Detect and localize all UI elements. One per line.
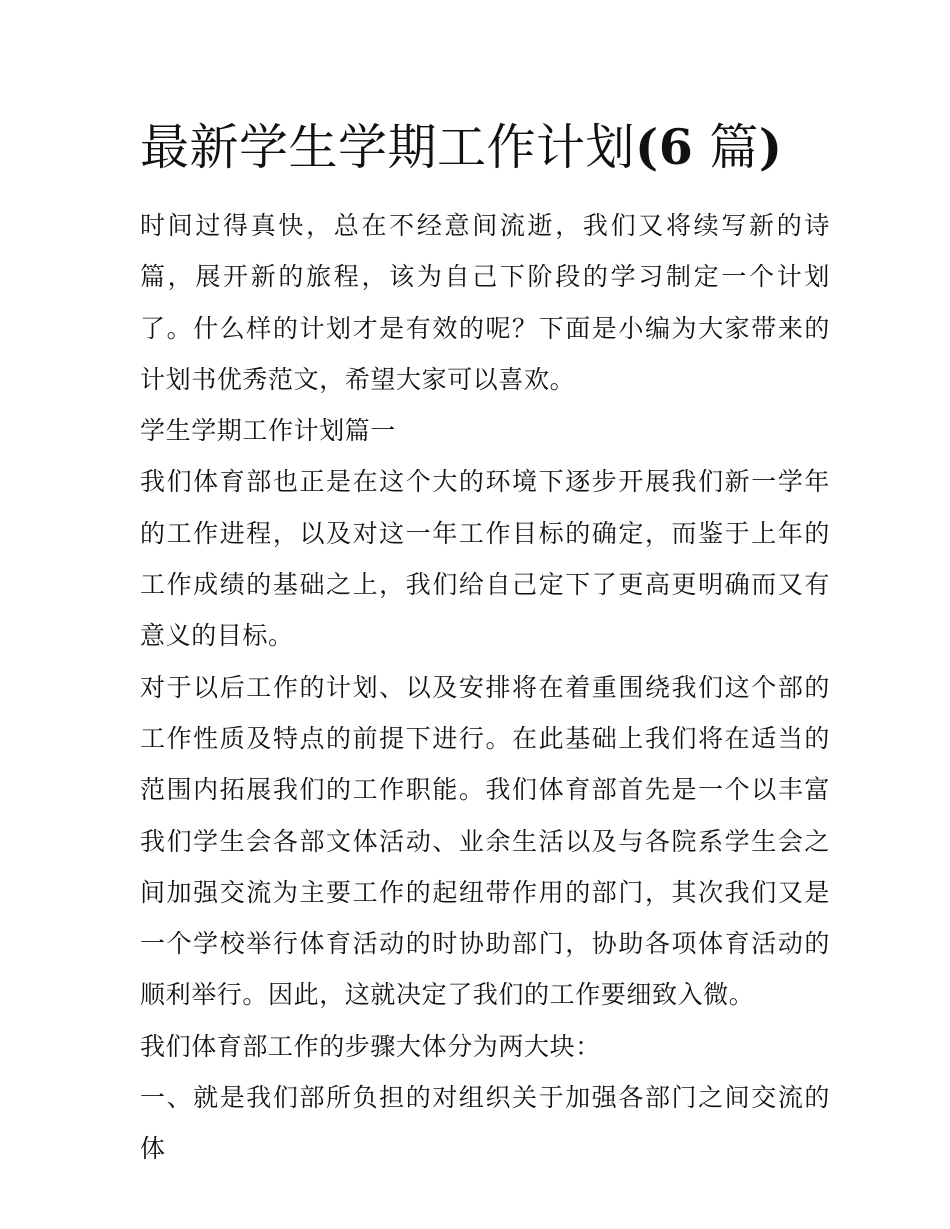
title-main-text: 最新学生学期工作计划	[140, 119, 636, 176]
title-close-paren: )	[758, 118, 783, 176]
section-heading: 学生学期工作计划篇一	[140, 416, 397, 446]
document-title	[140, 116, 840, 179]
body-paragraph: 我们体育部工作的步骤大体分为两大块：	[140, 1031, 601, 1061]
body-paragraph: 一、就是我们部所负担的对组织关于加强各部门之间交流的体	[140, 1083, 830, 1164]
body-paragraph: 对于以后工作的计划、以及安排将在着重围绕我们这个部的工作性质及特点的前提下进行。在此基础上我们将在适当的范围内拓展我们的工作职能。我们体育部首先是一个以丰富我们学生会各部文体活动、业余生活以及与各院系学生会之间加强交流为主要工作的起纽带作用的部门，其次我们又是一个学校举行体育活动的时协助部门，协助各项体育活动的顺利举行。因此，这就决定了我们的工作要细致入微。	[140, 672, 830, 1010]
title-unit-text: 篇	[709, 119, 759, 176]
document-body	[140, 200, 830, 1175]
body-paragraph: 我们体育部也正是在这个大的环境下逐步开展我们新一学年的工作进程，以及对这一年工作目标的确定，而鉴于上年的工作成绩的基础之上，我们给自己定下了更高更明确而又有意义的目标。	[140, 467, 830, 651]
title-count-text: (6	[635, 118, 694, 176]
intro-paragraph: 时间过得真快，总在不经意间流逝，我们又将续写新的诗篇，展开新的旅程，该为自己下阶段的学习制定一个计划了。什么样的计划才是有效的呢？下面是小编为大家带来的计划书优秀范文，希望大家可以喜欢。	[140, 211, 830, 394]
